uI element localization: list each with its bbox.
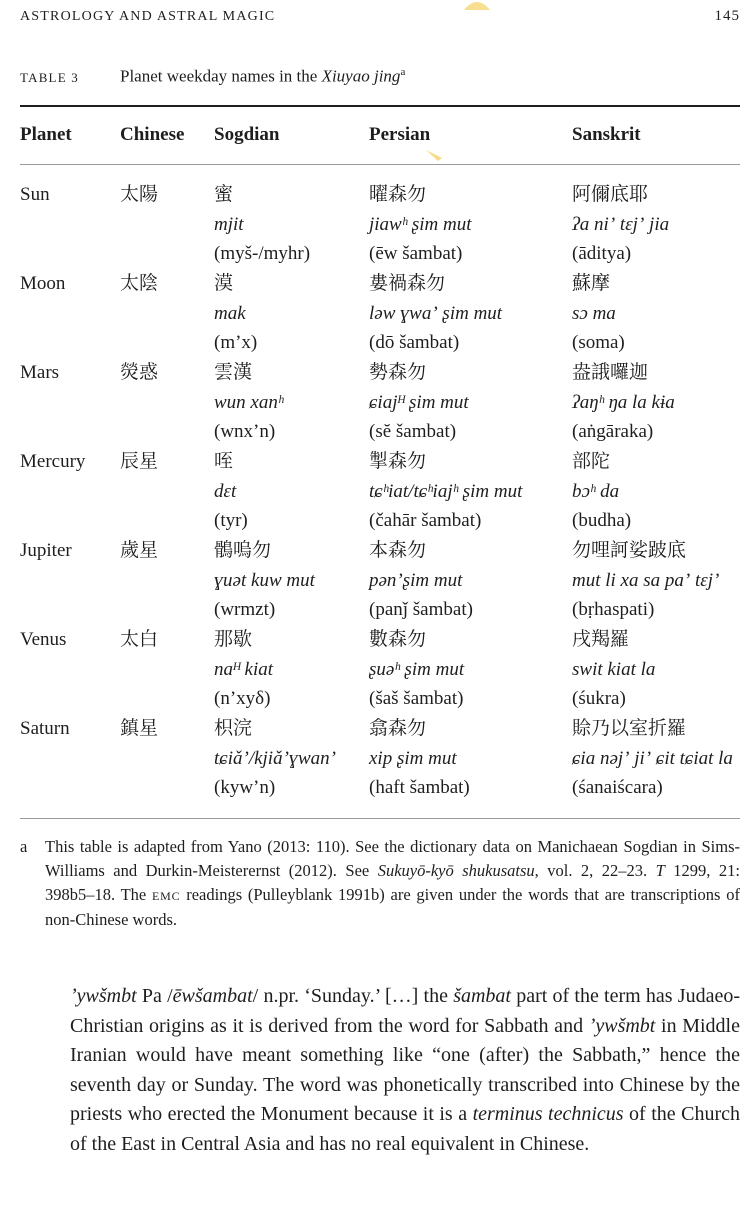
sogdian-emc: naᴴ kiat — [214, 658, 274, 680]
sanskrit-source: (aṅgāraka) — [572, 421, 654, 443]
planet-name: Sun — [20, 184, 50, 205]
quote-sambat: šambat — [453, 985, 511, 1007]
sanskrit-source: (śanaiścara) — [572, 777, 663, 799]
sogdian-emc: ɣuət kuw mut — [214, 569, 315, 591]
chinese-name: 太陽 — [120, 184, 159, 205]
table-row-venus — [20, 625, 66, 655]
planet-name: Jupiter — [20, 540, 72, 561]
persian-cell — [369, 269, 502, 358]
persian-cell — [369, 714, 470, 803]
table-row-saturn — [20, 714, 70, 744]
sanskrit-emc: mut li xa sa paʼ tɛjʼ — [572, 569, 720, 591]
sanskrit-source: (āditya) — [572, 243, 632, 265]
table-row-sun — [20, 180, 50, 210]
planet-name: Saturn — [20, 718, 70, 739]
sogdian-source: (wnxʼn) — [214, 421, 276, 443]
persian-hanzi: 勢森勿 — [369, 362, 427, 383]
sogdian-emc: mak — [214, 302, 246, 324]
table-header-rule — [20, 164, 740, 165]
highlight-mark-top — [462, 0, 492, 12]
persian-cell — [369, 180, 472, 269]
sogdian-source: (tyr) — [214, 510, 248, 532]
sogdian-hanzi: 那歇 — [214, 629, 253, 650]
sanskrit-source: (śukra) — [572, 688, 626, 710]
table-caption — [20, 66, 405, 87]
sogdian-cell — [214, 180, 310, 269]
sanskrit-cell — [572, 714, 733, 803]
sanskrit-emc: sɔ ma — [572, 302, 616, 324]
table-row-mercury — [20, 447, 85, 477]
sanskrit-hanzi: 盎誐囉迦 — [572, 362, 649, 383]
persian-emc: pənʼʂim mut — [369, 569, 463, 591]
planet-name: Mars — [20, 362, 60, 383]
persian-source: (čahār šambat) — [369, 510, 482, 532]
quote-term: ʼywšmbt — [588, 1014, 656, 1037]
block-quote — [70, 982, 740, 1159]
footnote-part: readings (Pulleyblank 1991b) are given under the words that are transcriptions of non-Chinese words. — [45, 885, 740, 929]
sogdian-cell — [214, 447, 248, 536]
sanskrit-emc: swit kiat la — [572, 658, 656, 680]
caption-note-mark: a — [400, 66, 406, 78]
persian-hanzi: 數森勿 — [369, 629, 427, 650]
sogdian-cell — [214, 625, 273, 714]
highlight-mark-persian — [424, 146, 446, 164]
sogdian-cell — [214, 269, 257, 358]
persian-source: (dō šambat) — [369, 332, 460, 354]
sogdian-source: (myš-/myhr) — [214, 243, 311, 265]
chinese-name: 太白 — [120, 629, 159, 650]
header-sanskrit: Sanskrit — [572, 124, 641, 145]
sogdian-hanzi: 雲漢 — [214, 362, 253, 383]
footnote-part: , vol. 2, 22–23. — [534, 861, 656, 880]
persian-emc: ləw ɣwaʼ ʂim mut — [369, 302, 503, 324]
chinese-name: 鎮星 — [120, 718, 159, 739]
sogdian-emc: tɕiǎʼ/kjiǎʼɣwanʼ — [214, 747, 336, 769]
sogdian-cell — [214, 358, 283, 447]
sanskrit-emc: ʔa niʼ tɛjʼ jia — [572, 213, 670, 235]
sogdian-source: (nʼxyδ) — [214, 688, 271, 710]
table-label: TABLE 3 — [20, 69, 79, 85]
footnote-mark: a — [20, 837, 28, 856]
sanskrit-cell — [572, 447, 631, 536]
quote-part: Pa / — [136, 985, 173, 1007]
chinese-name: 熒惑 — [120, 362, 159, 383]
sogdian-hanzi: 枳浣 — [214, 718, 253, 739]
sogdian-emc: wun xanʰ — [214, 391, 284, 413]
header-chinese: Chinese — [120, 124, 185, 145]
page-number: 145 — [714, 8, 740, 24]
header-planet: Planet — [20, 124, 72, 145]
sogdian-source: (mʼx) — [214, 332, 258, 354]
persian-emc: xip ʂim mut — [369, 747, 457, 769]
persian-source: (haft šambat) — [369, 777, 470, 799]
sogdian-hanzi: 咥 — [214, 451, 234, 472]
sogdian-hanzi: 蜜 — [214, 184, 234, 205]
planet-name: Venus — [20, 629, 67, 650]
chinese-name: 歲星 — [120, 540, 159, 561]
sanskrit-cell — [572, 180, 669, 269]
persian-hanzi: 婁禍森勿 — [369, 273, 446, 294]
persian-hanzi: 掣森勿 — [369, 451, 427, 472]
quote-term: ʼywšmbt — [70, 985, 137, 1007]
chinese-name: 辰星 — [120, 451, 159, 472]
table-bottom-rule — [20, 818, 740, 819]
persian-cell — [369, 447, 522, 536]
quote-part: in Middle Iranian would have meant something like “one (after) the Sabbath,” hence the seventh day or Sunday. The word was phonetically transcribed into Chinese by the priests who erected the Monument because it is a — [70, 1014, 740, 1125]
sanskrit-cell — [572, 269, 625, 358]
sanskrit-hanzi: 戌羯羅 — [572, 629, 630, 650]
sogdian-emc: mjit — [214, 213, 244, 235]
footnote-title: Sukuyō-kyō shukusatsu — [377, 861, 535, 880]
sogdian-cell — [214, 714, 336, 803]
persian-emc: tɕʰiat/tɕʰiajʰ ʂim mut — [369, 480, 523, 502]
persian-cell — [369, 625, 464, 714]
quote-form: ēwšambat — [172, 985, 253, 1007]
sanskrit-hanzi: 蘇摩 — [572, 273, 611, 294]
table-row-mars — [20, 358, 59, 388]
persian-hanzi: 曜森勿 — [369, 184, 427, 205]
sanskrit-emc: ɕia nəjʼ jiʼ ɕit tɕiat la — [572, 747, 733, 769]
caption-prefix: Planet weekday names in the — [120, 66, 322, 86]
persian-cell — [369, 536, 473, 625]
sanskrit-cell — [572, 625, 655, 714]
persian-cell — [369, 358, 469, 447]
footnote-part: This table is adapted from Yano (2013: 110). See the dictionary data on Manichaean Sogdian in Sims-Williams and Durkin-Meisterernst (2012). See — [45, 837, 740, 880]
sogdian-emc: dɛt — [214, 480, 237, 502]
header-persian: Persian — [369, 124, 431, 145]
quote-part: part of the term has Judaeo-Christian origins as it is derived from the word for Sabbath and — [70, 985, 740, 1037]
planet-name: Mercury — [20, 451, 86, 472]
chinese-name: 太陰 — [120, 273, 159, 294]
quote-part: of the Church of the East in Central Asia and has no real equivalent in Chinese. — [70, 1103, 740, 1155]
sanskrit-hanzi: 勿哩訶娑跛底 — [572, 540, 687, 561]
persian-hanzi: 翕森勿 — [369, 718, 427, 739]
table-row-jupiter — [20, 536, 72, 566]
sogdian-hanzi: 漠 — [214, 273, 234, 294]
sanskrit-cell — [572, 536, 719, 625]
persian-source: (sĕ šambat) — [369, 421, 457, 443]
sanskrit-source: (budha) — [572, 510, 632, 532]
persian-source: (panǰ šambat) — [369, 599, 473, 621]
running-head: ASTROLOGY AND ASTRAL MAGIC — [20, 9, 276, 24]
quote-latin: terminus technicus — [472, 1103, 624, 1125]
footnote-ref: T — [655, 861, 665, 880]
footnote-emc: EMC — [152, 889, 181, 903]
sogdian-cell — [214, 536, 315, 625]
header-sogdian: Sogdian — [214, 124, 280, 145]
persian-emc: ɕiajᴴ ʂim mut — [369, 391, 469, 413]
table-row-moon — [20, 269, 65, 299]
persian-emc: ʂuǝʰ ʂim mut — [369, 658, 465, 680]
sanskrit-source: (bṛhaspati) — [572, 599, 655, 621]
footnote-part: 1299, 21: 398b5–18. The — [45, 861, 740, 904]
sanskrit-emc: bɔʰ da — [572, 480, 620, 502]
sogdian-source: (wrmzt) — [214, 599, 276, 621]
sanskrit-hanzi: 賒乃以室折羅 — [572, 718, 687, 739]
sanskrit-cell — [572, 358, 675, 447]
sanskrit-emc: ʔaŋʰ ŋa la kɨa — [572, 391, 675, 413]
persian-source: (šaš šambat) — [369, 688, 464, 710]
persian-hanzi: 本森勿 — [369, 540, 427, 561]
sanskrit-source: (soma) — [572, 332, 625, 354]
table-top-rule — [20, 105, 740, 107]
persian-source: (ēw šambat) — [369, 243, 463, 265]
table-footnote — [20, 835, 740, 932]
caption-title: Xiuyao jing — [321, 66, 401, 86]
sanskrit-hanzi: 阿儞底耶 — [572, 184, 649, 205]
sogdian-hanzi: 鶻嗚勿 — [214, 540, 272, 561]
planet-name: Moon — [20, 273, 66, 294]
sanskrit-hanzi: 部陀 — [572, 451, 611, 472]
footnote-text — [45, 835, 740, 932]
persian-emc: jiawʰ ʂim mut — [369, 213, 472, 235]
quote-part: / n.pr. ‘Sunday.’ […] the — [252, 985, 454, 1007]
sogdian-source: (kywʼn) — [214, 777, 276, 799]
